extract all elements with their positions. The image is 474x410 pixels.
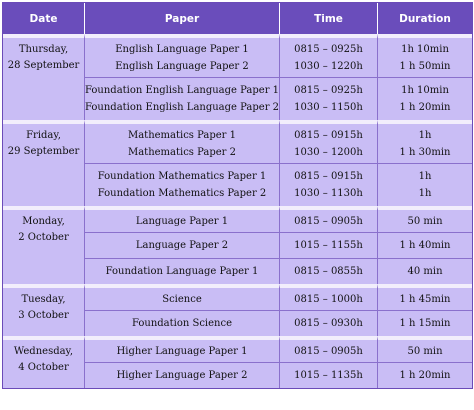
time-cell: [280, 362, 378, 388]
paper-text: Language Paper 2: [135, 240, 229, 251]
day-date-cell: [3, 336, 85, 388]
paper-cell: [85, 232, 280, 258]
duration-text: 1h: [418, 129, 432, 141]
day-weekday: Friday,: [26, 130, 61, 141]
duration-cell: [378, 120, 472, 163]
duration-cell: [378, 34, 472, 77]
duration-text: 1h 10min: [401, 85, 449, 96]
time-text: 0815 – 0855h: [294, 266, 363, 277]
paper-cell: [85, 362, 280, 388]
duration-text: 50 min: [407, 215, 443, 227]
time-text: 0815 – 0905h: [294, 345, 363, 357]
duration-text: 1 h 30min: [399, 146, 451, 158]
duration-text: 1 h 20min: [399, 370, 451, 381]
schedule-body: [3, 34, 472, 388]
day-date: 4 October: [18, 362, 69, 373]
time-text: 0815 – 0915h: [294, 129, 363, 141]
duration-cell: [378, 284, 472, 310]
paper-text: Higher Language Paper 1: [116, 345, 248, 357]
duration-cell: [378, 362, 472, 388]
day-date-cell: [3, 34, 85, 120]
duration-text: 1 h 40min: [399, 240, 451, 251]
day-date: 29 September: [7, 146, 80, 157]
time-text: 1015 – 1155h: [294, 240, 363, 251]
time-text: 0815 – 0930h: [294, 318, 363, 329]
day-date: 3 October: [18, 310, 69, 321]
time-text: 0815 – 0915h: [294, 171, 363, 182]
paper-text: English Language Paper 1: [115, 43, 249, 55]
duration-text: 1 h 20min: [399, 102, 451, 113]
time-cell: [280, 336, 378, 362]
time-text: 1015 – 1135h: [294, 370, 363, 381]
paper-cell: [85, 34, 280, 77]
paper-text: Science: [162, 293, 202, 305]
time-cell: [280, 34, 378, 77]
header-duration: Duration: [378, 3, 472, 34]
time-cell: [280, 258, 378, 284]
paper-cell: [85, 77, 280, 120]
paper-text: English Language Paper 2: [115, 60, 249, 72]
day-weekday: Tuesday,: [21, 294, 66, 305]
time-cell: [280, 120, 378, 163]
duration-text: 1 h 15min: [399, 318, 451, 329]
paper-text: Foundation Mathematics Paper 1: [97, 171, 267, 182]
paper-text: Foundation Language Paper 1: [105, 266, 259, 277]
table-row: [3, 284, 472, 310]
time-text: 1030 – 1130h: [294, 188, 363, 199]
time-text: 1030 – 1220h: [294, 60, 363, 72]
exam-timetable: [2, 2, 473, 389]
paper-cell: [85, 284, 280, 310]
day-date-cell: [3, 120, 85, 206]
paper-cell: [85, 206, 280, 232]
paper-text: Mathematics Paper 2: [127, 146, 237, 158]
header-row: [3, 3, 472, 34]
paper-text: Higher Language Paper 2: [116, 370, 248, 381]
duration-cell: [378, 163, 472, 206]
paper-text: Foundation English Language Paper 1: [85, 85, 280, 96]
duration-text: 1h 10min: [401, 43, 449, 55]
time-text: 0815 – 0905h: [294, 215, 363, 227]
duration-text: 1h: [418, 171, 432, 182]
day-date: 2 October: [18, 232, 69, 243]
day-weekday: Wednesday,: [13, 346, 74, 357]
duration-cell: [378, 336, 472, 362]
time-cell: [280, 232, 378, 258]
duration-cell: [378, 258, 472, 284]
day-date-cell: [3, 284, 85, 336]
paper-cell: [85, 336, 280, 362]
paper-text: Foundation Science: [131, 318, 233, 329]
table-row: [3, 34, 472, 77]
paper-cell: [85, 120, 280, 163]
paper-text: Foundation English Language Paper 2: [85, 102, 280, 113]
duration-cell: [378, 77, 472, 120]
time-cell: [280, 163, 378, 206]
time-cell: [280, 77, 378, 120]
duration-cell: [378, 310, 472, 336]
day-date: 28 September: [7, 60, 80, 71]
header-date: Date: [3, 3, 85, 34]
duration-cell: [378, 206, 472, 232]
duration-text: 1 h 45min: [399, 293, 451, 305]
time-text: 1030 – 1150h: [294, 102, 363, 113]
header-paper: Paper: [85, 3, 280, 34]
time-text: 0815 – 0925h: [294, 43, 363, 55]
time-text: 1030 – 1200h: [294, 146, 363, 158]
day-weekday: Monday,: [22, 216, 65, 227]
time-cell: [280, 206, 378, 232]
time-cell: [280, 310, 378, 336]
table-row: [3, 120, 472, 163]
paper-cell: [85, 258, 280, 284]
paper-text: Foundation Mathematics Paper 2: [97, 188, 267, 199]
paper-text: Language Paper 1: [135, 215, 229, 227]
day-weekday: Thursday,: [18, 44, 69, 55]
table-row: [3, 206, 472, 232]
time-text: 0815 – 0925h: [294, 85, 363, 96]
time-cell: [280, 284, 378, 310]
duration-cell: [378, 232, 472, 258]
paper-cell: [85, 310, 280, 336]
header-time: Time: [280, 3, 378, 34]
paper-cell: [85, 163, 280, 206]
table-row: [3, 336, 472, 362]
duration-text: 1 h 50min: [399, 60, 451, 72]
day-date-cell: [3, 206, 85, 284]
duration-text: 50 min: [407, 345, 443, 357]
paper-text: Mathematics Paper 1: [127, 129, 237, 141]
duration-text: 1h: [418, 188, 432, 199]
duration-text: 40 min: [407, 266, 443, 277]
time-text: 0815 – 1000h: [294, 293, 363, 305]
